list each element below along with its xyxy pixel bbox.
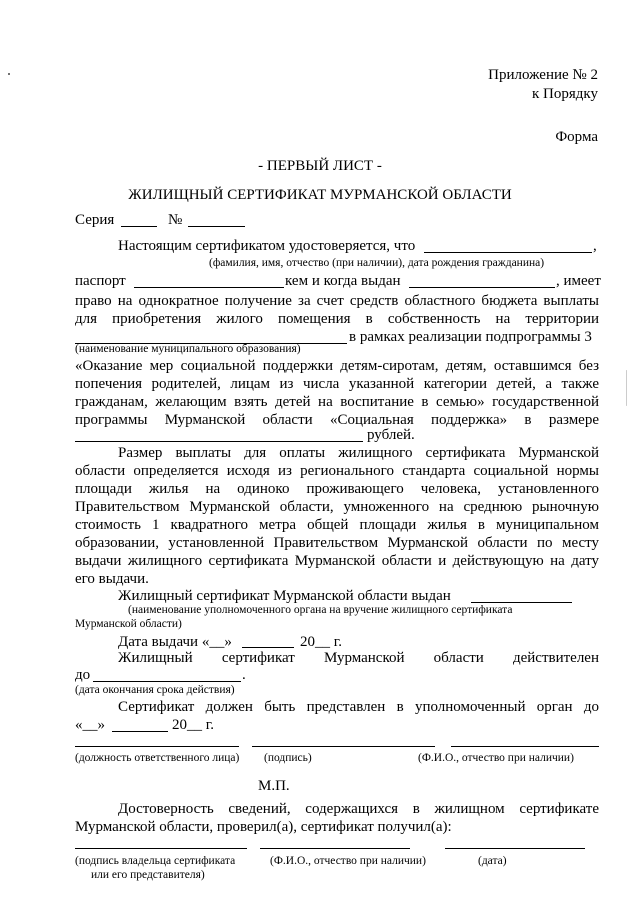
present-year: 20__ г. bbox=[172, 717, 214, 733]
present-text: Сертификат должен быть представлен в уполномоченный орган до bbox=[118, 699, 599, 715]
municipality-hint: (наименование муниципального образования) bbox=[75, 343, 301, 355]
fio-field[interactable] bbox=[424, 252, 592, 253]
verification-line-2: Мурманской области, проверил(а), сертификат получил(а): bbox=[75, 819, 452, 835]
owner-date-line[interactable] bbox=[445, 848, 585, 849]
certificate-title: ЖИЛИЩНЫЙ СЕРТИФИКАТ МУРМАНСКОЙ ОБЛАСТИ bbox=[128, 187, 512, 203]
position-line[interactable] bbox=[75, 746, 239, 747]
series-field[interactable] bbox=[121, 226, 157, 227]
signature-hint: (подпись) bbox=[264, 752, 312, 764]
p2-line-7: выдачи жилищного сертификата Мурманской области и действующую на дату bbox=[75, 553, 599, 569]
signature-line[interactable] bbox=[252, 746, 435, 747]
body-line-3: «Оказание мер социальной поддержки детям-сиротам, детям, оставшимся без bbox=[75, 358, 599, 374]
issued-text: Жилищный сертификат Мурманской области выдан bbox=[118, 588, 451, 604]
p2-line-2: области определяется исходя из регионального стандарта социальной нормы bbox=[75, 463, 599, 479]
has-label: , имеет bbox=[556, 273, 601, 289]
p2-line-5: стоимость 1 квадратного метра общей площади жилья в муниципальном bbox=[75, 517, 599, 533]
sheet-title: - ПЕРВЫЙ ЛИСТ - bbox=[258, 158, 382, 174]
present-month-field[interactable] bbox=[112, 731, 168, 732]
issue-month-field[interactable] bbox=[242, 647, 294, 648]
valid-period: . bbox=[242, 667, 246, 683]
subprogram-text: в рамках реализации подпрограммы 3 bbox=[349, 329, 592, 345]
fio-line[interactable] bbox=[451, 746, 599, 747]
appendix-label: Приложение № 2 bbox=[488, 67, 598, 83]
body-line-4: попечения родителей, лицам из числа указанной категории детей, а также bbox=[75, 376, 599, 392]
stamp-label: М.П. bbox=[258, 778, 290, 794]
issue-year: 20__ г. bbox=[300, 634, 342, 650]
p2-line-3: площади жилья на одиноко проживающего человека, установленного bbox=[75, 481, 599, 497]
verification-line-1: Достоверность сведений, содержащихся в жилищном сертификате bbox=[118, 801, 599, 817]
issued-by-field[interactable] bbox=[409, 287, 555, 288]
comma: , bbox=[593, 238, 597, 254]
p2-line-1: Размер выплаты для оплаты жилищного сертификата Мурманской bbox=[118, 445, 599, 461]
authority-hint-1: (наименование уполномоченного органа на вручение жилищного сертификата bbox=[128, 604, 513, 616]
fio-hint-sign: (Ф.И.О., отчество при наличии) bbox=[418, 752, 574, 764]
to-order-label: к Порядку bbox=[532, 86, 598, 102]
p2-line-6: образовании, установленной Правительством Мурманской области по месту bbox=[75, 535, 599, 551]
rubles-label: рублей. bbox=[367, 427, 415, 443]
p2-line-4: Правительством Мурманской области, умноженного на среднюю рыночную bbox=[75, 499, 599, 515]
issue-date-label: Дата выдачи «__» bbox=[118, 634, 232, 650]
certifies-text: Настоящим сертификатом удостоверяется, что bbox=[118, 238, 416, 254]
owner-representative-hint: или его представителя) bbox=[91, 869, 205, 881]
number-field[interactable] bbox=[188, 226, 245, 227]
authority-hint-2: Мурманской области) bbox=[75, 618, 182, 630]
passport-field[interactable] bbox=[134, 287, 284, 288]
p2-line-8: его выдачи. bbox=[75, 571, 149, 587]
position-hint: (должность ответственного лица) bbox=[75, 752, 240, 764]
body-line-5: гражданам, желающим взять детей на воспитание в семью» государственной bbox=[75, 394, 599, 410]
owner-fio-line[interactable] bbox=[260, 848, 410, 849]
body-line-2: для приобретения жилого помещения в собственность на территории bbox=[75, 311, 599, 327]
owner-signature-line[interactable] bbox=[75, 848, 247, 849]
body-line-1: право на однократное получение за счет средств областного бюджета выплаты bbox=[75, 293, 599, 309]
expiry-field[interactable] bbox=[93, 681, 241, 682]
form-label: Форма bbox=[555, 129, 598, 145]
owner-fio-hint: (Ф.И.О., отчество при наличии) bbox=[270, 855, 426, 867]
series-label: Серия bbox=[75, 212, 115, 228]
amount-field[interactable] bbox=[75, 441, 363, 442]
owner-date-hint: (дата) bbox=[478, 855, 507, 867]
present-date-label: «__» bbox=[75, 717, 105, 733]
passport-label: паспорт bbox=[75, 273, 126, 289]
issued-by-label: кем и когда выдан bbox=[285, 273, 401, 289]
scan-dot bbox=[8, 73, 10, 75]
valid-to-label: до bbox=[75, 667, 91, 683]
valid-text: Жилищный сертификат Мурманской области действителен bbox=[118, 650, 599, 666]
number-label: № bbox=[168, 212, 183, 228]
owner-signature-hint: (подпись владельца сертификата bbox=[75, 855, 236, 867]
body-line-6: программы Мурманской области «Социальная поддержка» в размере bbox=[75, 412, 599, 428]
fio-hint: (фамилия, имя, отчество (при наличии), дата рождения гражданина) bbox=[209, 257, 545, 269]
expiry-hint: (дата окончания срока действия) bbox=[75, 684, 235, 696]
scan-mark bbox=[626, 370, 627, 406]
